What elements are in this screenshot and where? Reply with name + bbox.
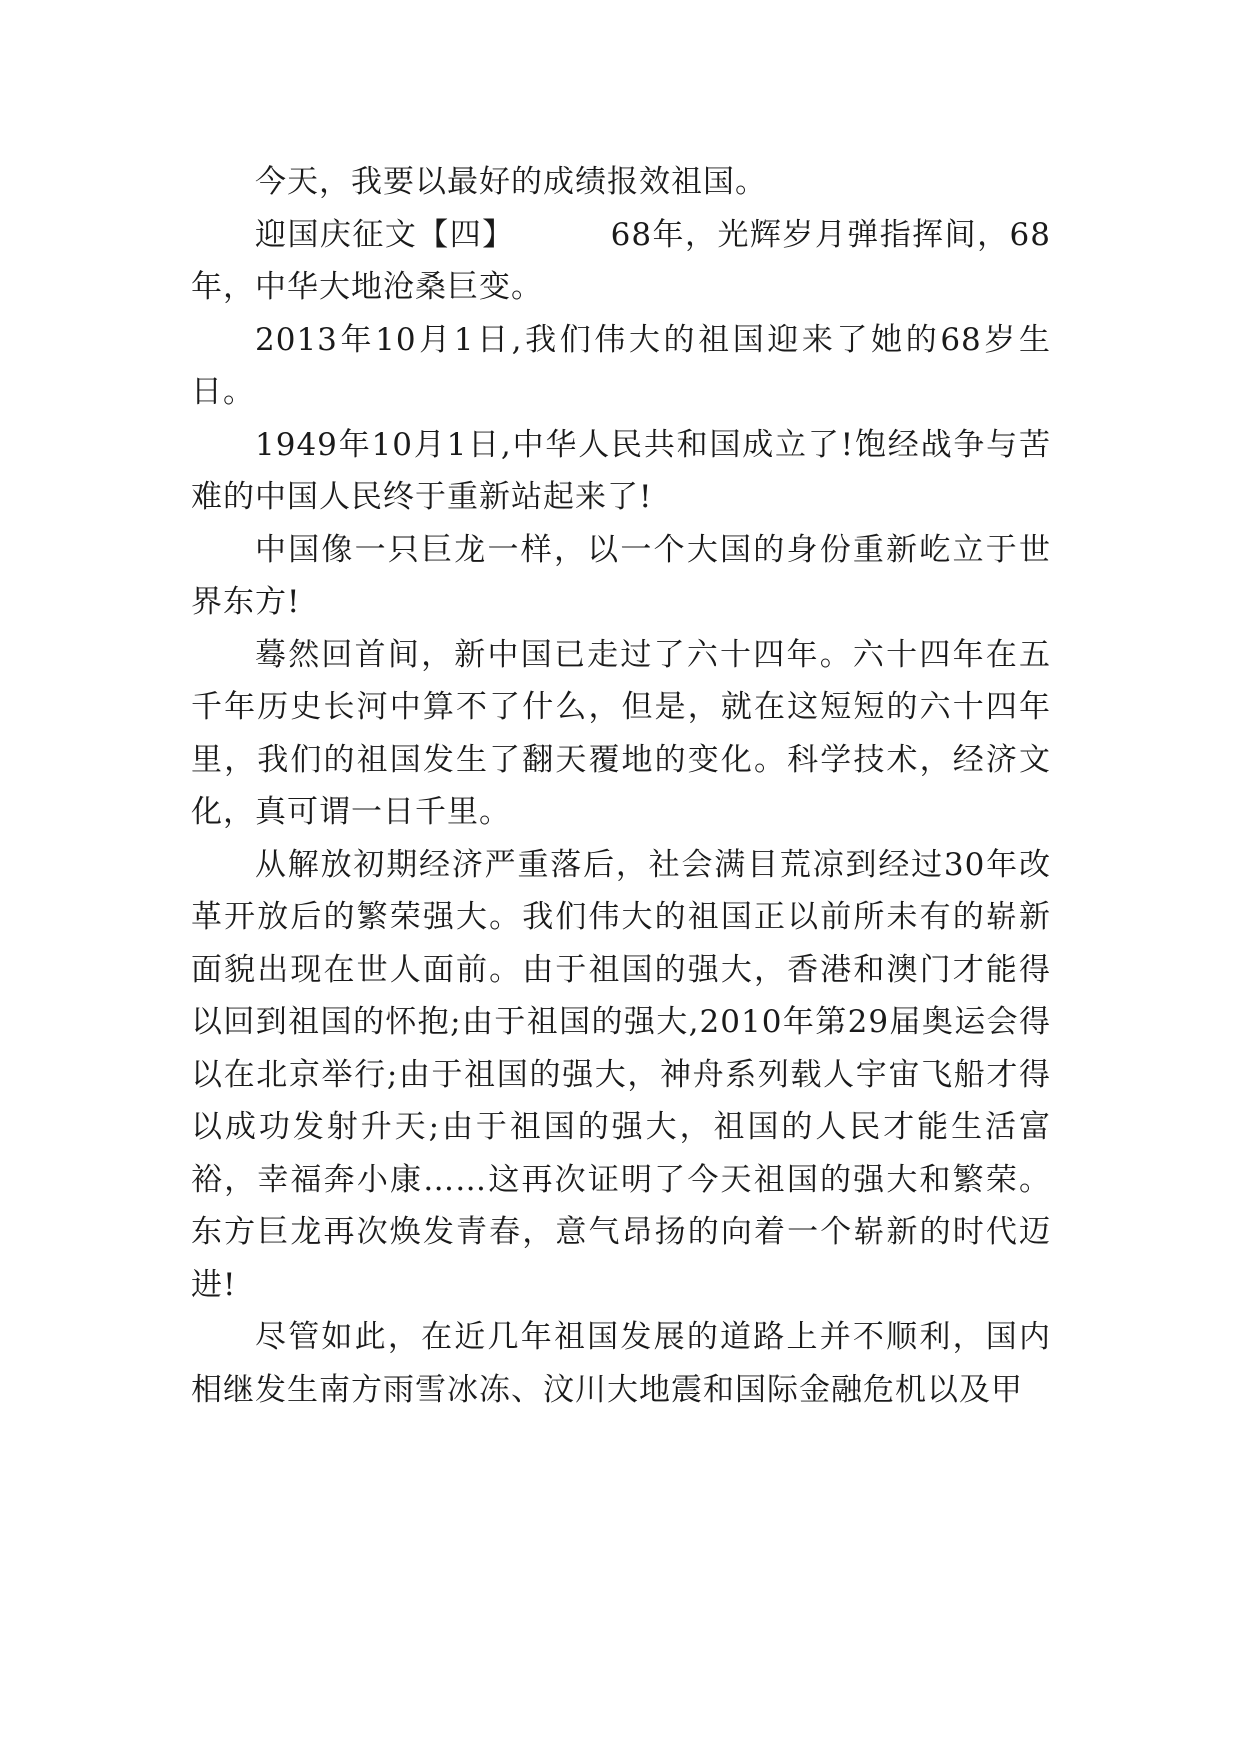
paragraph-7: 从解放初期经济严重落后，社会满目荒凉到经过30年改革开放后的繁荣强大。我们伟大的祖国正以前所未有的崭新面貌出现在世人面前。由于祖国的强大，香港和澳门才能得以回到祖国的怀抱;由于祖国的强大,2010年第29届奥运会得以在北京举行;由于祖国的强大，神舟系列载人宇宙飞船才得以成功发射升天;由于祖国的强大，祖国的人民才能生活富裕，幸福奔小康……这再次证明了今天祖国的强大和繁荣。东方巨龙再次焕发青春，意气昂扬的向着一个崭新的时代迈进! [191, 846, 1051, 1303]
paragraph-3: 2013年10月1日,我们伟大的祖国迎来了她的68岁生日。 [191, 321, 1051, 410]
paragraph-5: 中国像一只巨龙一样，以一个大国的身份重新屹立于世界东方! [191, 531, 1051, 620]
section-heading: 迎国庆征文【四】 [255, 216, 515, 253]
paragraph-8: 尽管如此，在近几年祖国发展的道路上并不顺利，国内相继发生南方雨雪冰冻、汶川大地震和国际金融危机以及甲 [191, 1319, 1051, 1408]
document-body [191, 156, 1051, 1416]
paragraph-2 [191, 209, 1051, 314]
paragraph-6: 蓦然回首间，新中国已走过了六十四年。六十四年在五千年历史长河中算不了什么，但是，就在这短短的六十四年里，我们的祖国发生了翻天覆地的变化。科学技术，经济文化，真可谓一日千里。 [191, 636, 1051, 830]
paragraph-1: 今天，我要以最好的成绩报效祖国。 [255, 164, 767, 200]
paragraph-2-body: 68年，光辉岁月弹指挥间，68年，中华大地沧桑巨变。 [191, 216, 1051, 305]
paragraph-4: 1949年10月1日,中华人民共和国成立了!饱经战争与苦难的中国人民终于重新站起来了! [191, 426, 1051, 515]
